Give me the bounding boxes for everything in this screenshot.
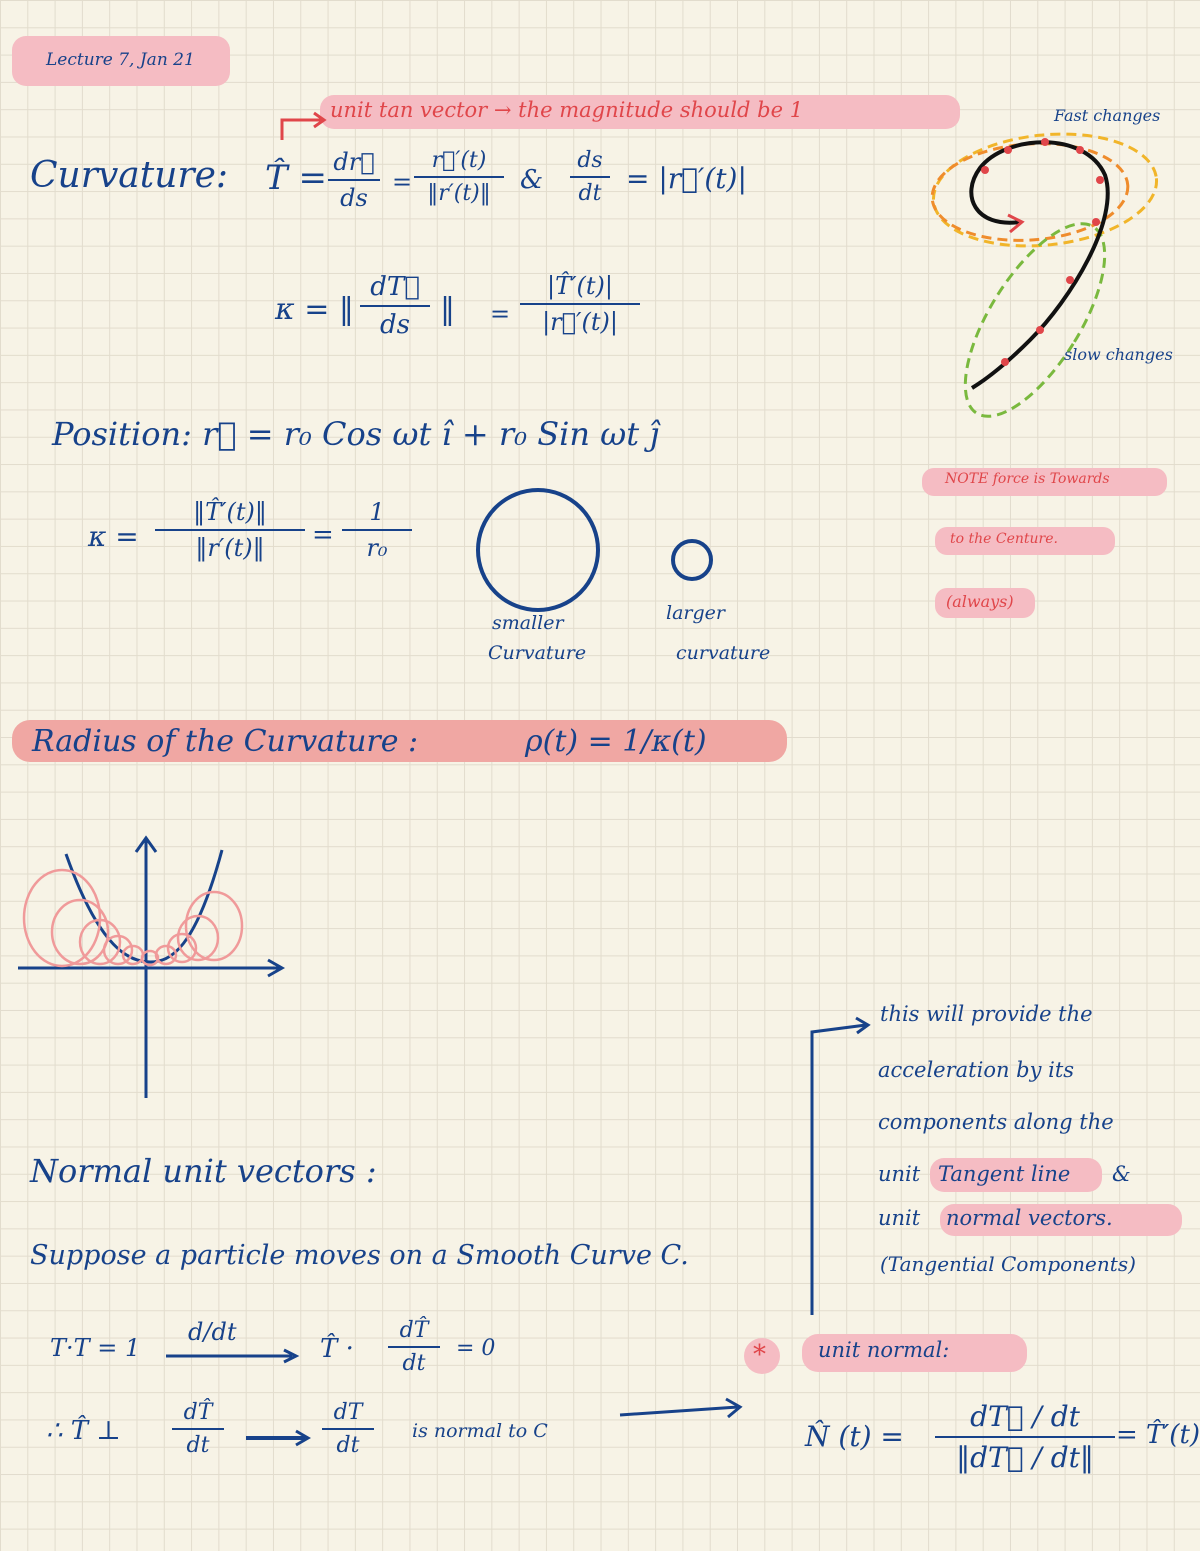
dT-label: dT⃗ [370,272,420,302]
unit-normal-label: unit normal: [818,1338,950,1362]
dr-label: dr⃗ [333,148,375,176]
note-line-2: to the Centure. [950,531,1058,547]
N-tail: = T̂′(t) [1116,1420,1200,1450]
dT-dt-fraction-2 [172,1400,224,1458]
N-numerator: dT⃗ / dt [970,1400,1080,1433]
slow-changes-label: slow changes [1064,345,1173,364]
T-over-r-fraction [520,272,640,336]
dT-label-3: dT [333,1400,363,1425]
dT-dt-fraction-1 [388,1318,440,1376]
dT-dt-fraction-3 [322,1400,374,1458]
side-note-4a: unit [878,1162,921,1186]
side-note-5b: normal vectors. [946,1206,1113,1230]
position-den-2: r₀ [366,534,388,562]
radius-text: Radius of the Curvature : [32,724,419,759]
side-note-1: this will provide the [880,1002,1093,1026]
side-note-4c: & [1112,1162,1131,1186]
therefore-line: ∴ T̂ ⊥ [46,1416,121,1446]
N-fraction [935,1400,1115,1474]
normal-heading: Normal unit vectors : [30,1152,377,1190]
dT-ds-fraction [360,272,430,340]
side-note-arrow [812,1025,866,1315]
close-norm: ‖ [440,292,455,327]
big-circle [478,490,598,610]
fast-changes-label: Fast changes [1054,106,1161,125]
side-note-3: components along the [878,1110,1114,1134]
ds-label-2: ds [577,148,603,173]
is-normal-text: is normal to C [412,1420,548,1442]
suppose-line: Suppose a particle moves on a Smooth Curve C. [30,1240,689,1271]
side-note-4b: Tangent line [938,1162,1071,1186]
dot-result-T: T̂ · [320,1334,354,1364]
r-prime-t: r⃗′(t) [431,148,487,173]
T-hat: T̂ = [265,158,327,198]
to-unit-normal-arrow [620,1407,738,1415]
and-sign: & [520,165,544,195]
side-note-5a: unit [878,1206,921,1230]
dt-label-1: dt [402,1351,426,1376]
side-note-6: (Tangential Components) [880,1252,1136,1276]
big-circle-label-2: Curvature [488,642,587,664]
curvature-heading: Curvature: [30,155,229,196]
T-prime-norm: |T̂′(t)| [547,272,613,300]
dot-lhs: T·T = 1 [50,1334,141,1362]
kappa-position: κ = [88,520,139,553]
ds-label: ds [340,184,368,212]
eq-sign-1: = [392,168,413,196]
eq-sign-2: = [490,300,511,328]
curve-figure [928,124,1162,438]
r-prime-norm: |r⃗′(t)| [542,308,618,336]
position-fraction-2 [342,498,412,562]
position-den-1: ‖r′(t)‖ [195,534,265,562]
position-num-1: ‖T̂′(t)‖ [193,498,267,526]
ds-dt-fraction [570,148,610,206]
N-denominator: ‖dT⃗ / dt‖ [956,1441,1094,1474]
dr-ds-fraction [328,148,380,212]
dT-label-2: dT̂ [183,1400,213,1425]
annotation-text: unit tan vector → the magnitude should be 1 [330,98,804,122]
eq-zero: = 0 [456,1336,496,1361]
big-circle-label-1: smaller [492,612,564,634]
small-circle [673,541,711,579]
note-line-1: NOTE force is Towards [945,471,1110,487]
slow-change-region [939,203,1132,437]
dt-label: dt [578,181,602,206]
dt-label-3: dt [336,1433,360,1458]
kappa-label: κ = ‖ [275,292,354,327]
speed-eq: = |r⃗′(t)| [626,162,747,195]
dT-label-1: dT̂ [399,1318,429,1343]
star-mark: * [753,1340,766,1370]
ds-label-3: ds [380,310,410,340]
radius-formula: ρ(t) = 1/κ(t) [525,724,707,759]
annotation-arrow [282,120,322,140]
parabola-plot [18,838,282,1098]
small-circle-label-1: larger [666,602,725,624]
norm-r-prime-t: ‖r′(t)‖ [427,181,491,206]
position-eq: = [312,520,334,550]
dt-label-2: dt [186,1433,210,1458]
N-hat-label: N̂ (t) = [805,1420,904,1453]
position-num-2: 1 [369,498,385,526]
lecture-label: Lecture 7, Jan 21 [46,50,195,70]
position-fraction-1 [155,498,305,562]
side-note-2: acceleration by its [878,1058,1075,1082]
r-prime-fraction [414,148,504,206]
small-circle-label-2: curvature [676,642,771,664]
note-line-3: (always) [946,592,1014,611]
d-dt-label: d/dt [188,1318,237,1346]
position-line: Position: r⃗ = r₀ Cos ωt î + r₀ Sin ωt ĵ [52,415,660,453]
